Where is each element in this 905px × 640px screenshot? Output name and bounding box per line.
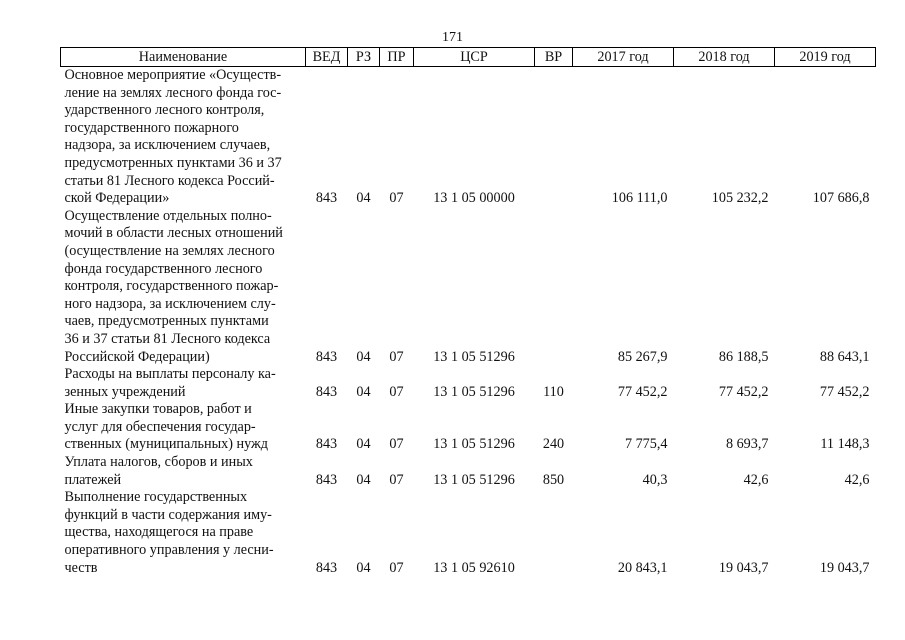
row-2017: 85 267,9 [617,348,668,365]
row-2019: 42,6 [844,471,870,488]
row-name-text: Расходы на выплаты персоналу ка- зенных учреждений [64,366,276,400]
row-2019: 19 043,7 [819,559,870,576]
row-2017: 40,3 [642,471,668,488]
row-csr: 13 1 05 51296 [433,383,515,400]
row-2019: 11 148,3 [820,436,870,453]
row-name [61,208,306,366]
header-2018: 2018 год [674,48,775,67]
row-2019: 77 452,2 [819,383,870,400]
header-rz: РЗ [348,48,380,67]
page-number: 171 [442,30,463,45]
row-vr: 110 [543,383,564,400]
row-2019: 107 686,8 [812,190,870,207]
row-2018: 86 188,5 [718,348,769,365]
row-2018: 77 452,2 [718,383,769,400]
row-name [61,401,306,454]
table-row [61,366,876,401]
row-vr: 240 [542,436,565,453]
row-2018: 8 693,7 [725,436,769,453]
row-vr [535,67,573,208]
row-2019: 88 643,1 [819,348,870,365]
row-pr: 07 [389,190,404,207]
row-name [61,67,306,208]
row-csr: 13 1 05 51296 [433,471,515,488]
row-vr: 850 [542,471,565,488]
row-rz: 04 [356,559,371,576]
header-2017: 2017 год [573,48,674,67]
row-rz: 04 [356,190,371,207]
row-ved: 843 [315,559,338,576]
row-ved: 843 [315,383,338,400]
row-pr: 07 [389,559,404,576]
row-vr [535,489,573,577]
header-vr: ВР [535,48,573,67]
row-ved: 843 [315,190,338,207]
row-2017: 77 452,2 [617,383,668,400]
row-csr: 13 1 05 00000 [433,190,515,207]
row-csr: 13 1 05 51296 [433,436,515,453]
row-rz: 04 [356,348,371,365]
row-name [61,366,306,401]
table-row [61,208,876,366]
budget-table [60,47,876,577]
row-rz: 04 [356,436,371,453]
row-pr: 07 [389,436,404,453]
row-rz: 04 [356,471,371,488]
header-pr: ПР [380,48,414,67]
row-pr: 07 [389,348,404,365]
row-rz: 04 [356,383,371,400]
table-header-row [61,48,876,67]
row-2017: 7 775,4 [624,436,668,453]
row-2017: 106 111,0 [611,190,668,207]
row-name-text: Выполнение государственных функций в части содержания иму- щества, находящегося на праве оперативного управления у лесни- честв [64,489,274,576]
row-csr: 13 1 05 51296 [433,348,515,365]
row-name [61,454,306,489]
row-name-text: Осуществление отдельных полно- мочий в области лесных отношений (осуществление на землях лесного фонда государственного лесного контроля, государственного пожар- ного надзора, за исключением слу- чаев, предусмотренных пунктами 36 и 37 статьи 81 Лесного кодекса Российской Федерации) [64,207,283,365]
header-2019: 2019 год [775,48,876,67]
row-2018: 19 043,7 [718,559,769,576]
row-pr: 07 [389,471,404,488]
row-name-text: Уплата налогов, сборов и иных платежей [64,454,253,488]
row-name-text: Иные закупки товаров, работ и услуг для обеспечения государ- ственных (муниципальных) нужд [64,401,269,453]
row-vr [535,208,573,366]
row-csr: 13 1 05 92610 [433,559,515,576]
table-row [61,401,876,454]
table-row [61,454,876,489]
table-row [61,67,876,208]
row-name-text: Основное мероприятие «Осуществ- ление на землях лесного фонда гос- ударственного лесного контроля, государственного пожарного надзора, за исключением случаев, предусмотренных пунктами 36 и 37 статьи 81 Лесного кодекса Россий- ской Федерации» [64,67,282,207]
row-2018: 105 232,2 [711,190,769,207]
header-name: Наименование [61,48,306,67]
row-ved: 843 [315,436,338,453]
row-ved: 843 [315,471,338,488]
header-ved: ВЕД [306,48,348,67]
row-name [61,489,306,577]
row-2017: 20 843,1 [617,559,668,576]
table-row [61,489,876,577]
header-csr: ЦСР [414,48,535,67]
row-2018: 42,6 [743,471,769,488]
row-ved: 843 [315,348,338,365]
row-pr: 07 [389,383,404,400]
